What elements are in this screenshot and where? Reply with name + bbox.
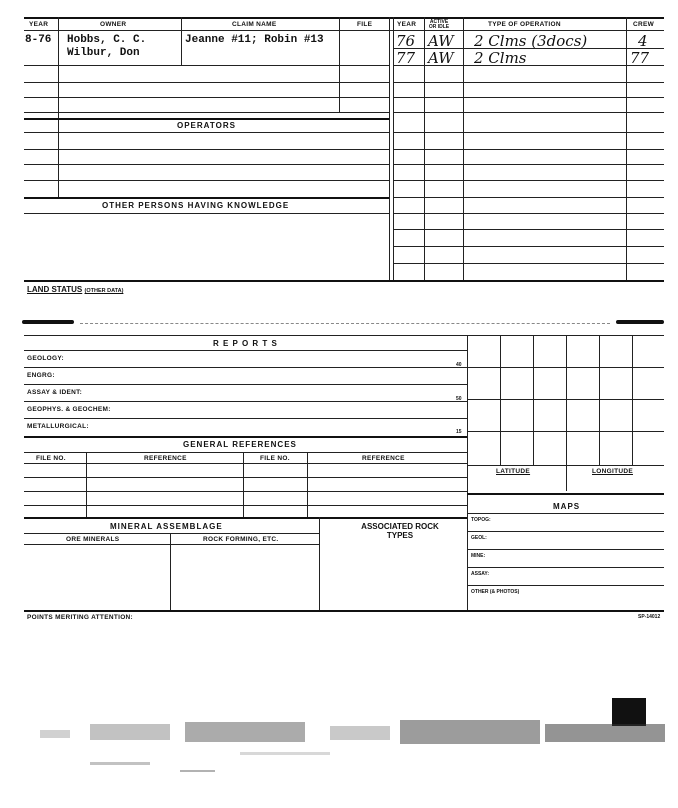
longitude-label: LONGITUDE [592, 468, 633, 475]
smudge-streak [240, 752, 330, 755]
latitude-label: LATITUDE [496, 468, 531, 475]
ref-reference-2: REFERENCE [362, 455, 405, 462]
smudge-streak [90, 724, 170, 740]
smudge-streak [400, 720, 540, 744]
ref-file-no: FILE NO. [36, 455, 66, 462]
rock-forming-header: ROCK FORMING, ETC. [203, 536, 279, 543]
owner-2: Wilbur, Don [67, 47, 140, 59]
map-assay: ASSAY: [471, 571, 490, 577]
map-topog: TOPOG: [471, 517, 491, 523]
report-geology: GEOLOGY: [27, 355, 64, 362]
ref-reference: REFERENCE [144, 455, 187, 462]
general-references-heading: GENERAL REFERENCES [183, 440, 297, 449]
report-assay-num: 50 [456, 396, 462, 402]
col-type-operation: TYPE OF OPERATION [488, 21, 561, 28]
activity-operation-1: 2 Clms (3docs) [474, 32, 588, 50]
col-year-2: YEAR [397, 21, 417, 28]
col-year: YEAR [29, 21, 49, 28]
redaction-bar-right [616, 320, 664, 324]
col-file: FILE [357, 21, 373, 28]
smudge-block [612, 698, 646, 726]
activity-year-2: 77 [396, 49, 416, 67]
map-other-photos: OTHER (& PHOTOS) [471, 589, 520, 595]
form-number: SP-14012 [638, 614, 661, 620]
claim-name: Jeanne #11; Robin #13 [185, 34, 324, 46]
report-geophys: GEOPHYS. & GEOCHEM: [27, 406, 111, 413]
maps-heading: MAPS [553, 502, 581, 511]
activity-crew-1: 4 [638, 32, 648, 50]
land-status-heading [27, 285, 123, 294]
land-status-dotted-line [80, 323, 610, 324]
land-status-sub: (OTHER DATA) [84, 288, 124, 294]
associated-rock-types-heading: ASSOCIATED ROCK TYPES [361, 522, 439, 540]
map-mine: MINE: [471, 553, 486, 559]
activity-status-1: AW [428, 32, 454, 50]
smudge-streak [40, 730, 70, 738]
col-owner: OWNER [100, 21, 127, 28]
points-meriting-attention: POINTS MERITING ATTENTION: [27, 614, 134, 621]
land-status-label: LAND STATUS [27, 285, 83, 294]
map-geol: GEOL: [471, 535, 487, 541]
report-metallurgical: METALLURGICAL: [27, 423, 89, 430]
mineral-assemblage-heading: MINERAL ASSEMBLAGE [110, 522, 223, 531]
record-year: 8-76 [25, 34, 52, 46]
activity-status-2: AW [428, 49, 454, 67]
activity-operation-2: 2 Clms [474, 49, 527, 67]
owner-1: Hobbs, C. C. [67, 34, 147, 46]
col-crew: CREW [633, 21, 655, 28]
operators-heading: OPERATORS [177, 121, 236, 130]
smudge-streak [90, 762, 150, 765]
col-claim-name: CLAIM NAME [232, 21, 277, 28]
activity-year-1: 76 [396, 32, 416, 50]
ore-minerals-header: ORE MINERALS [66, 536, 120, 543]
smudge-streak [545, 724, 665, 742]
smudge-streak [330, 726, 390, 740]
report-assay: ASSAY & IDENT: [27, 389, 83, 396]
reports-heading: R E P O R T S [213, 339, 278, 348]
other-persons-heading: OTHER PERSONS HAVING KNOWLEDGE [102, 201, 290, 210]
redaction-bar-left [22, 320, 74, 324]
report-metallurgical-num: 15 [456, 429, 462, 435]
report-engrg: ENGRG: [27, 372, 55, 379]
smudge-streak [180, 770, 215, 772]
activity-crew-2: 77 [630, 49, 650, 67]
ref-file-no-2: FILE NO. [260, 455, 290, 462]
report-geology-num: 40 [456, 362, 462, 368]
smudge-streak [185, 722, 305, 742]
col-active-idle: ACTIVE OR IDLE [428, 19, 450, 30]
scan-smudge [0, 690, 678, 800]
